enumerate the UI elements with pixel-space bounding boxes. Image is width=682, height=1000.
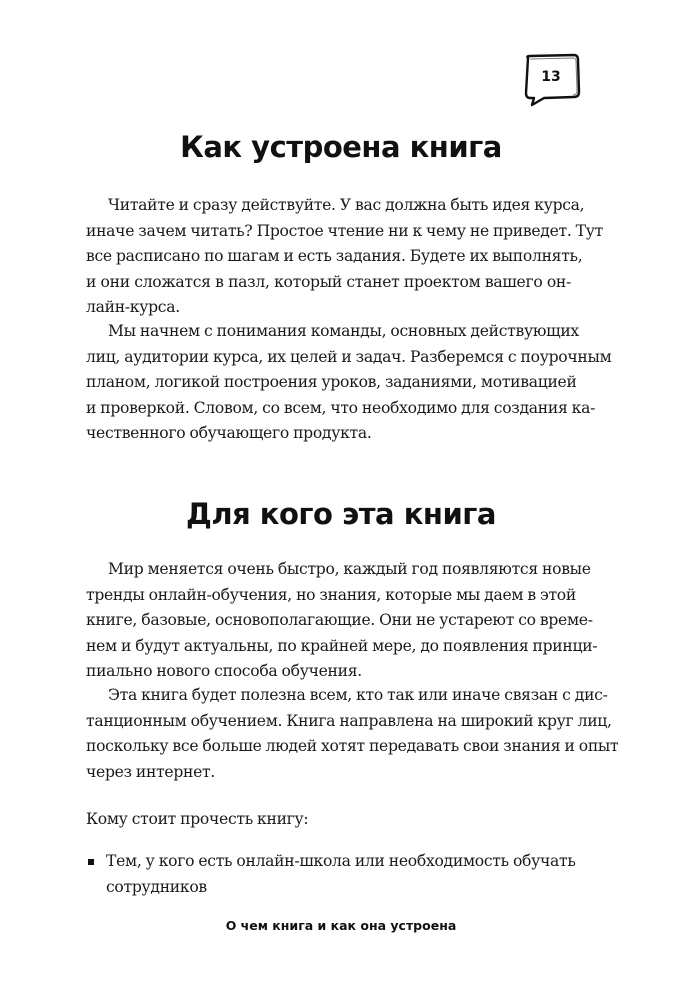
text-line: все расписано по шагам и есть задания. Будете их выполнять, bbox=[86, 247, 583, 265]
text-line: Мы начнем с понимания команды, основных действующих bbox=[108, 322, 579, 340]
section-title-who-book-is-for: Для кого эта книга bbox=[186, 497, 496, 531]
paragraph bbox=[86, 683, 619, 785]
text-line: книге, базовые, основополагающие. Они не устареют со време- bbox=[86, 611, 593, 629]
page-number-badge bbox=[522, 52, 582, 108]
text-line: нем и будут актуальны, по крайней мере, до появления принци- bbox=[86, 636, 598, 655]
text-line: чественного обучающего продукта. bbox=[86, 424, 372, 442]
text-line: сотрудников bbox=[106, 877, 207, 896]
paragraph bbox=[86, 319, 612, 447]
square-bullet-icon bbox=[88, 859, 94, 865]
bullet-list bbox=[86, 849, 586, 900]
text-line: Кому стоит прочесть книгу: bbox=[86, 810, 309, 828]
text-line: Эта книга будет полезна всем, кто так или иначе связан с дис- bbox=[108, 686, 608, 704]
list-item bbox=[86, 849, 586, 900]
text-line: Мир меняется очень быстро, каждый год появляются новые bbox=[108, 560, 591, 578]
list-intro bbox=[86, 807, 571, 833]
page-number: 13 bbox=[541, 69, 561, 85]
section-title-how-book-works: Как устроена книга bbox=[180, 130, 502, 164]
text-line: Тем, у кого есть онлайн-школа или необходимость обучать bbox=[106, 852, 576, 870]
text-line: Читайте и сразу действуйте. У вас должна быть идея курса, bbox=[108, 196, 585, 214]
text-line: пиально нового способа обучения. bbox=[86, 662, 362, 680]
text-line: поскольку все больше людей хотят передавать свои знания и опыт bbox=[86, 737, 619, 755]
running-footer: О чем книга и как она устроена bbox=[225, 918, 457, 933]
text-line: и они сложатся в пазл, который станет проектом вашего он- bbox=[86, 272, 571, 291]
text-line: лиц, аудитории курса, их целей и задач. Разберемся с поурочным bbox=[86, 347, 612, 366]
text-line: и проверкой. Словом, со всем, что необходимо для создания ка- bbox=[86, 398, 596, 417]
text-line: через интернет. bbox=[86, 762, 216, 781]
text-line: лайн-курса. bbox=[86, 298, 180, 316]
paragraph bbox=[86, 193, 603, 321]
paragraph bbox=[86, 557, 598, 685]
text-line: планом, логикой построения уроков, заданиями, мотивацией bbox=[86, 373, 577, 391]
text-line: тренды онлайн-обучения, но знания, которые мы даем в этой bbox=[86, 585, 576, 604]
text-line: иначе зачем читать? Простое чтение ни к чему не приведет. Тут bbox=[86, 221, 603, 240]
text-line: танционным обучением. Книга направлена на широкий круг лиц, bbox=[86, 711, 612, 730]
